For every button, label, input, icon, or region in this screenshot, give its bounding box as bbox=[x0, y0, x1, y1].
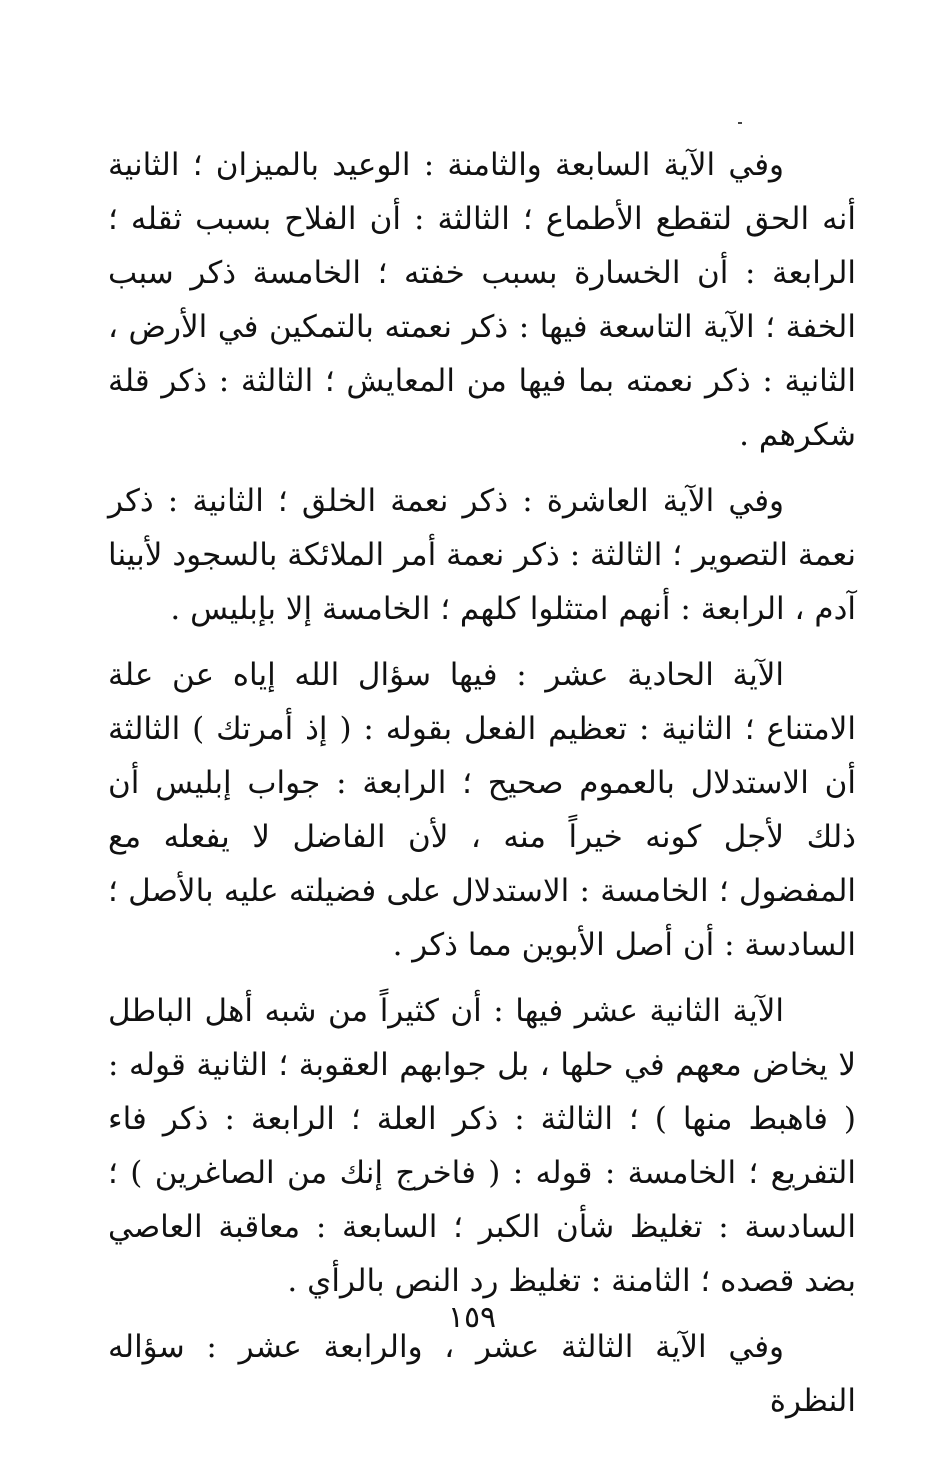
body-text bbox=[108, 138, 856, 1428]
paragraph-5: وفي الآية الثالثة عشر ، والرابعة عشر : سؤاله النظرة bbox=[108, 1329, 856, 1419]
paragraph-1: وفي الآية السابعة والثامنة : الوعيد بالميزان ؛ الثانية أنه الحق لتقطع الأطماع ؛ الثالثة : أن الفلاح بسبب ثقله ؛ الرابعة : أن الخسارة بسبب خفته ؛ الخامسة ذكر سبب الخفة ؛ الآية التاسعة فيها : ذكر نعمته بالتمكين في الأرض ، الثانية : ذكر نعمته بما فيها من المعايش ؛ الثالثة : ذكر قلة شكرهم . bbox=[108, 147, 856, 453]
paragraph-4: الآية الثانية عشر فيها : أن كثيراً من شبه أهل الباطل لا يخاض معهم في حلها ، بل جوابهم العقوبة ؛ الثانية قوله : ( فاهبط منها ) ؛ الثالثة : ذكر العلة ؛ الرابعة : ذكر فاء التفريع ؛ الخامسة : قوله : ( فاخرج إنك من الصاغرين ) ؛ السادسة : تغليظ شأن الكبر ؛ السابعة : معاقبة العاصي بضد قصده ؛ الثامنة : تغليظ رد النص بالرأي . bbox=[108, 993, 856, 1299]
page-number: ١٥٩ bbox=[447, 1300, 497, 1335]
paragraph-2: وفي الآية العاشرة : ذكر نعمة الخلق ؛ الثانية : ذكر نعمة التصوير ؛ الثالثة : ذكر نعمة أمر الملائكة بالسجود لأبينا آدم ، الرابعة : أنهم امتثلوا كلهم ؛ الخامسة إلا بإبليس . bbox=[108, 483, 856, 627]
scan-speck bbox=[738, 122, 742, 124]
paragraph-3: الآية الحادية عشر : فيها سؤال الله إياه عن علة الامتناع ؛ الثانية : تعظيم الفعل بقوله : ( إذ أمرتك ) الثالثة أن الاستدلال بالعموم صحيح ؛ الرابعة : جواب إبليس أن ذلك لأجل كونه خيراً منه ، لأن الفاضل لا يفعله مع المفضول ؛ الخامسة : الاستدلال على فضيلته عليه بالأصل ؛ السادسة : أن أصل الأبوين مما ذكر . bbox=[108, 657, 856, 963]
